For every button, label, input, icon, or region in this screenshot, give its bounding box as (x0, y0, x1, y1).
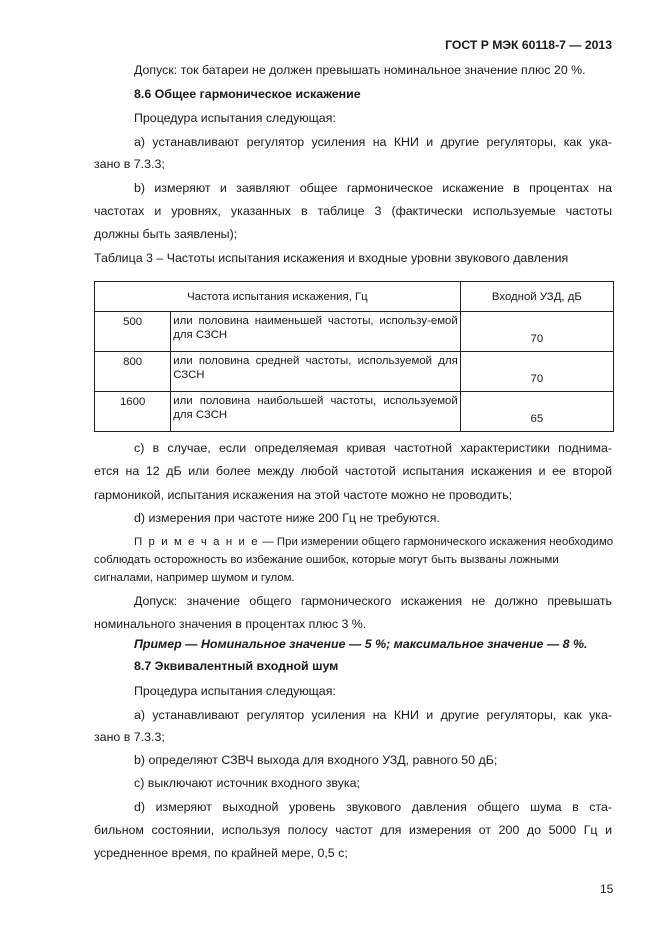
frequency-cell: 800 (95, 352, 171, 392)
section-8-7-heading: 8.7 Эквивалентный входной шум (134, 659, 339, 673)
description-cell: или половина наибольшей частоты, используемой для СЗСН (171, 392, 461, 432)
table-row (95, 312, 614, 352)
note-text: — При измерении общего гармонического искажения необходимо (259, 536, 614, 548)
column-header-frequency: Частота испытания искажения, Гц (95, 282, 461, 312)
step-d-text: d) измерения при частоте ниже 200 Гц не требуются. (134, 511, 440, 525)
step-a2-line1: а) устанавливают регулятор усиления на КНИ и другие регуляторы, как ука- (134, 708, 612, 722)
step-c2-text: с) выключают источник входного звука; (134, 776, 360, 790)
step-c-line3: гармоникой, испытания искажения на этой частоте можно не проводить; (94, 488, 513, 502)
section-8-6-heading: 8.6 Общее гармоническое искажение (134, 87, 361, 101)
procedure-intro-2: Процедура испытания следующая: (134, 684, 336, 698)
distortion-frequency-table (94, 281, 614, 432)
document-header: ГОСТ Р МЭК 60118-7 — 2013 (445, 38, 612, 52)
step-d2-line2: бильном состоянии, используя полосу частот для измерения от 200 до 5000 Гц и (94, 823, 612, 837)
frequency-cell: 500 (95, 312, 171, 352)
example-text: Пример — Номинальное значение — 5 %; максимальное значение — 8 %. (134, 637, 588, 651)
level-cell: 70 (460, 352, 613, 392)
level-cell: 65 (460, 392, 613, 432)
step-b-line3: должны быть заявлены); (94, 227, 238, 241)
step-b-line2: частотах и уровнях, указанных в таблице 3 (фактически используемые частоты (94, 204, 612, 218)
note-label: П р и м е ч а н и е (134, 536, 260, 548)
table-caption: Таблица 3 – Частоты испытания искажения и входные уровни звукового давления (94, 251, 569, 265)
table-row (95, 352, 614, 392)
step-a-line1: а) устанавливают регулятор усиления на КНИ и другие регуляторы, как ука- (134, 135, 612, 149)
step-b-line1: b) измеряют и заявляют общее гармоническое искажение в процентах на (134, 181, 612, 195)
table-row (95, 392, 614, 432)
thd-tolerance-line1: Допуск: значение общего гармонического искажения не должно превышать (134, 594, 612, 608)
step-c-line2: ется на 12 дБ или более между любой частотой испытания искажения и ее второй (94, 464, 612, 478)
description-cell: или половина наименьшей частоты, использу-емой для СЗСН (171, 312, 461, 352)
thd-tolerance-line2: номинального значения в процентах плюс 3 %. (94, 617, 367, 631)
page-number: 15 (600, 882, 614, 896)
procedure-intro: Процедура испытания следующая: (134, 111, 336, 125)
level-cell: 70 (460, 312, 613, 352)
note-line3: сигналами, например шумом и гулом. (94, 572, 295, 584)
battery-tolerance-text: Допуск: ток батареи не должен превышать номинальное значение плюс 20 %. (134, 63, 586, 77)
step-a2-line2: зано в 7.3.3; (94, 730, 165, 744)
step-c-line1: с) в случае, если определяемая кривая частотной характеристики поднима- (134, 441, 612, 455)
note-line2: соблюдать осторожность во избежание ошибок, которые могут быть вызваны ложными (94, 554, 559, 566)
column-header-input-level: Входной УЗД, дБ (460, 282, 613, 312)
step-d2-line1: d) измеряют выходной уровень звукового давления общего шума в ста- (134, 800, 612, 814)
note-line1 (134, 535, 613, 550)
step-b2-text: b) определяют СЗВЧ выхода для входного УЗД, равного 50 дБ; (134, 753, 498, 767)
description-cell: или половина средней частоты, используемой для СЗСН (171, 352, 461, 392)
frequency-cell: 1600 (95, 392, 171, 432)
step-a-line2: зано в 7.3.3; (94, 157, 165, 171)
step-d2-line3: усредненное время, по крайней мере, 0,5 с; (94, 846, 348, 860)
